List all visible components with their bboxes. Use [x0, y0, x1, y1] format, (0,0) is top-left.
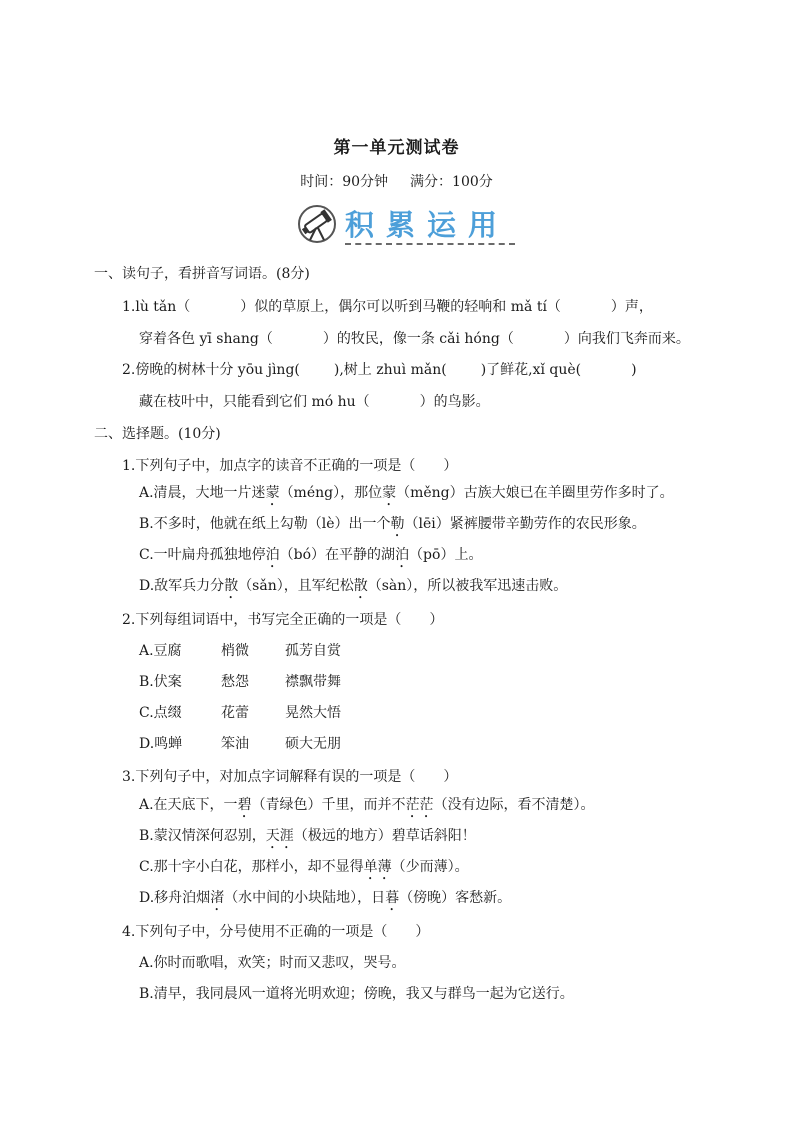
- s1-q1-line1: 1.lù tǎn（ ）似的草原上，偶尔可以听到马鞭的轻响和 mǎ tí（ ）声，: [122, 299, 653, 315]
- s2-q1-stem: 1.下列句子中，加点字的读音不正确的一项是（ ）: [122, 458, 458, 474]
- banner-underline: [345, 243, 515, 245]
- s1-q2-line2: 藏在枝叶中，只能看到它们 mó hu（ ）的鸟影。: [139, 394, 490, 410]
- dotted-char: 泊: [265, 547, 280, 563]
- section-1-heading: 一、读句子，看拼音写词语。(8分): [94, 266, 310, 282]
- score-label: 满分：100分: [410, 174, 493, 190]
- s1-q2-line1: 2.傍晚的树林十分 yōu jìng( ),树上 zhuì mǎn( )了鲜花,xǐ què( ): [122, 362, 637, 378]
- s2-q1-option-b[interactable]: B.不多时，他就在纸上勾勒（lè）出一个勒（lēi）紧裤腰带辛勤劳作的农民形象。: [139, 516, 646, 532]
- time-label: 时间：90分钟: [300, 174, 389, 190]
- dotted-char: 渚: [210, 890, 225, 906]
- s2-q3-option-b[interactable]: B.蒙汉情深何忍别，天涯（极远的地方）碧草话斜阳！: [139, 828, 476, 844]
- dotted-char: 蒙: [382, 485, 397, 501]
- banner-text: 积累运用: [345, 208, 510, 242]
- s2-q4-stem: 4.下列句子中，分号使用不正确的一项是（ ）: [122, 924, 430, 940]
- dotted-char: 勒: [390, 516, 405, 532]
- s2-q4-option-b[interactable]: B.清早，我同晨风一道将光明欢迎；傍晚，我又与群鸟一起为它送行。: [139, 986, 574, 1002]
- s2-q1-option-c[interactable]: C.一叶扁舟孤独地停泊（bó）在平静的湖泊（pō）上。: [139, 547, 483, 563]
- plain-char: 勾: [279, 516, 294, 532]
- s2-q3-option-d[interactable]: D.移舟泊烟渚（水中间的小块陆地），日暮（傍晚）客愁新。: [139, 890, 512, 906]
- dotted-char: 蒙: [265, 485, 280, 501]
- dotted-char: 茫茫: [405, 797, 434, 813]
- s2-q2-stem: 2.下列每组词语中，书写完全正确的一项是（ ）: [122, 612, 444, 628]
- dotted-char: 单薄: [363, 859, 392, 875]
- dotted-char: 泊: [395, 547, 410, 563]
- dotted-char: 散: [224, 578, 239, 594]
- dotted-char: 天涯: [265, 828, 294, 844]
- s2-q1-option-a[interactable]: A.清晨，大地一片迷蒙（méng），那位蒙（měng）古族大娘已在羊圈里劳作多时了。: [139, 485, 674, 501]
- dotted-char: 暮: [385, 890, 400, 906]
- s2-q1-option-d[interactable]: D.敌军兵力分散（sǎn），且军纪松散（sàn），所以被我军迅速击败。: [139, 578, 568, 594]
- exam-meta: [0, 171, 793, 191]
- s2-q2-option-a[interactable]: A.豆腐 梢微 孤芳自赏: [139, 643, 341, 659]
- page-title: 第一单元测试卷: [333, 138, 460, 158]
- s2-q3-option-a[interactable]: A.在天底下，一碧（青绿色）千里，而并不茫茫（没有边际，看不清楚）。: [139, 797, 595, 813]
- section-banner: [297, 203, 517, 249]
- dotted-char: 散: [353, 578, 368, 594]
- dotted-char: 碧: [237, 797, 252, 813]
- telescope-icon: [297, 203, 337, 245]
- section-2-heading: 二、选择题。(10分): [94, 426, 221, 442]
- s2-q3-stem: 3.下列句子中，对加点字词解释有误的一项是（ ）: [122, 769, 458, 785]
- s2-q3-option-c[interactable]: C.那十字小白花，那样小，却不显得单薄（少而薄）。: [139, 859, 469, 875]
- s1-q1-line2: 穿着各色 yī shang（ ）的牧民，像一条 cǎi hóng（ ）向我们飞奔而来。: [139, 331, 690, 347]
- s2-q4-option-a[interactable]: A.你时而歌唱，欢笑；时而又悲叹，哭号。: [139, 955, 406, 971]
- s2-q2-option-b[interactable]: B.伏案 愁怨 襟飘带舞: [139, 674, 341, 690]
- s2-q2-option-d[interactable]: D.鸣蝉 笨油 硕大无朋: [139, 736, 341, 752]
- s2-q2-option-c[interactable]: C.点缀 花蕾 晃然大悟: [139, 705, 341, 721]
